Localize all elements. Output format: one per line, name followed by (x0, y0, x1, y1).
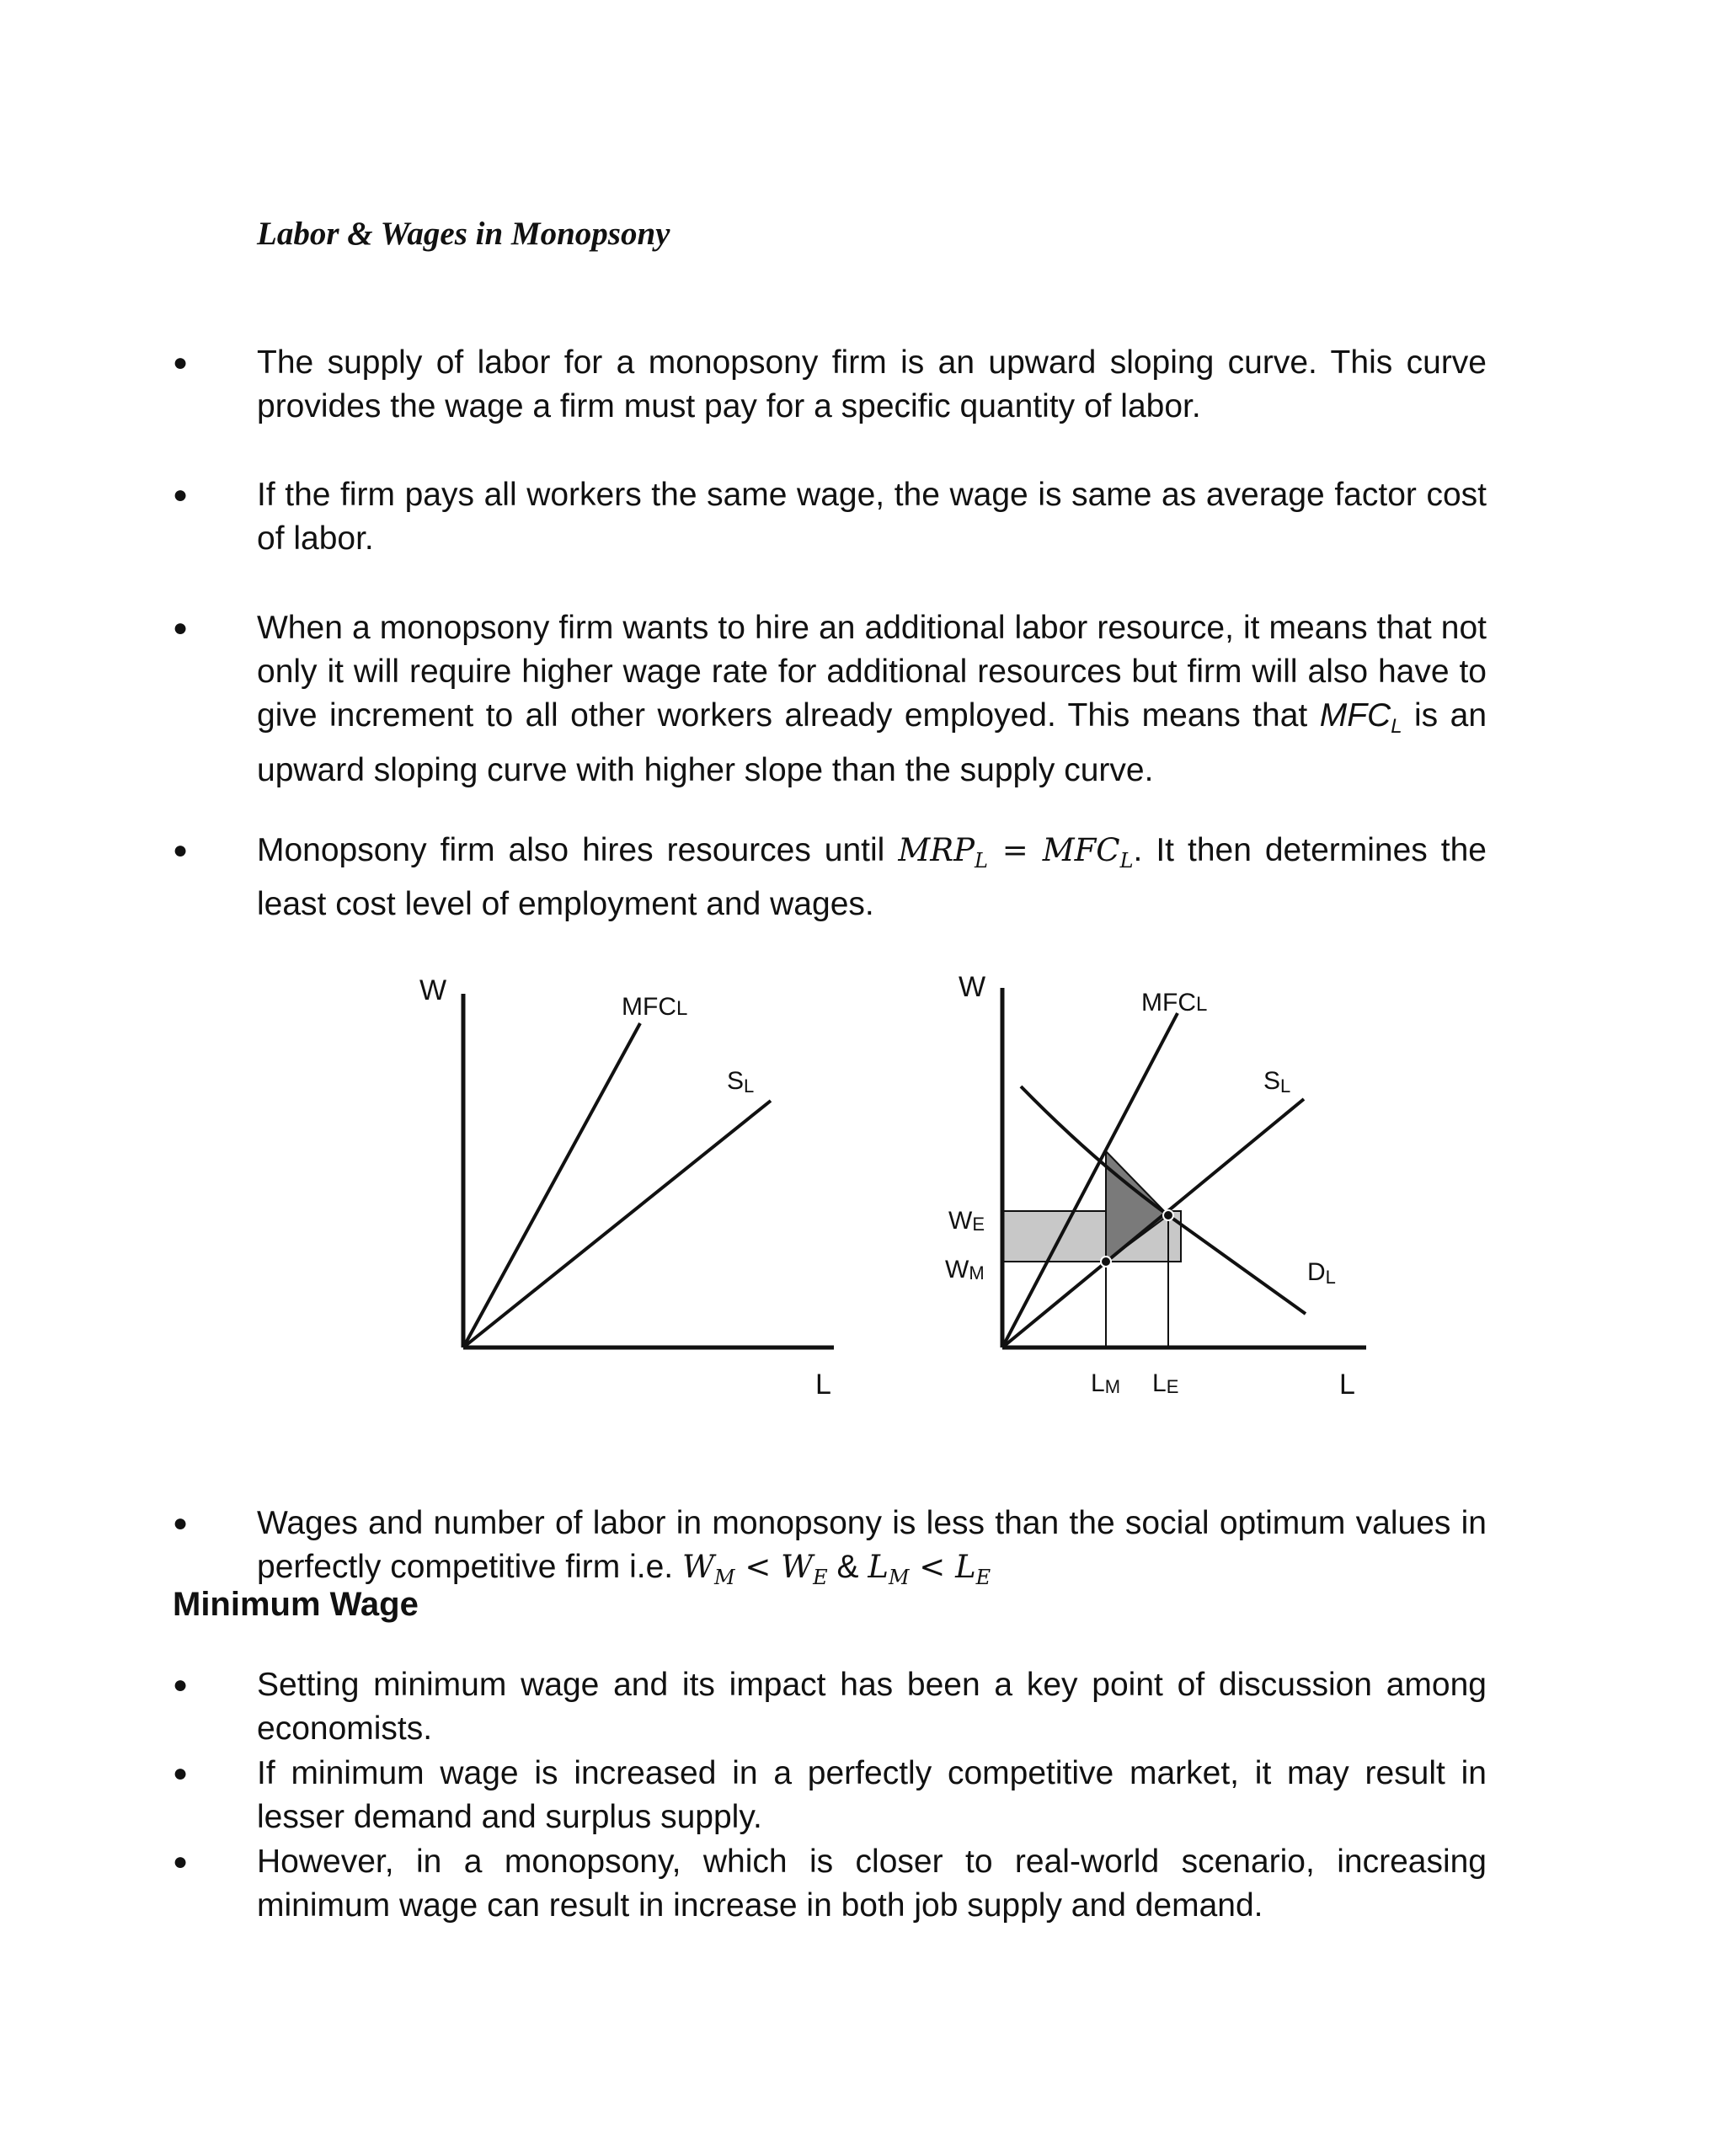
bullet-marker: ● (173, 1848, 189, 1876)
bullet-text: The supply of labor for a monopsony firm is an upward sloping curve. This curve provides the wage a firm must pay for a specific quantity of labor. (257, 344, 1487, 424)
bullet-item (173, 341, 1487, 429)
y-axis-label: W (419, 974, 447, 1006)
mfc-curve (1002, 1013, 1178, 1348)
bullet-item (173, 1752, 1487, 1839)
bullet-marker: ● (173, 836, 189, 864)
bullet-text: Setting minimum wage and its impact has been a key point of discussion among economists. (257, 1667, 1487, 1747)
lm-label: LM (1091, 1369, 1121, 1397)
supply-label: SL (1263, 1067, 1291, 1097)
x-axis-label: L (1339, 1369, 1355, 1401)
bullet-text: Wages and number of labor in monopsony is less than the social optimum values in perfectly competitive firm i.e. $W_M < W_E$ & $L_M < L_E$ (257, 1505, 1487, 1589)
mfc-label: MFCL (1141, 989, 1208, 1017)
bullet-item (173, 829, 1487, 926)
bullet-item (173, 606, 1487, 792)
math-mrp: $MRP_L$ (898, 832, 988, 873)
mfc-curve (463, 1023, 640, 1348)
bullet-text: If minimum wage is increased in a perfectly competitive market, it may result in lesser demand and surplus supply. (257, 1755, 1487, 1835)
bullet-marker: ● (173, 1671, 189, 1699)
diagram-monopsony (927, 964, 1398, 1411)
math-inequality: $W_M < W_E$ (681, 1549, 828, 1589)
bullet-marker: ● (173, 614, 189, 642)
bullet-item (173, 473, 1487, 561)
bullet-item (173, 1663, 1487, 1751)
supply-label: SL (727, 1067, 755, 1097)
bullet-text: However, in a monopsony, which is closer to real-world scenario, increasing minimum wage can result in increase in both job supply and demand. (257, 1844, 1487, 1924)
bullet-marker: ● (173, 1759, 189, 1787)
math-inequality-labor: $L_M < L_E$ (868, 1549, 991, 1589)
bullet-marker: ● (173, 349, 189, 376)
diagram-competitive (396, 964, 868, 1411)
section-heading: Minimum Wage (173, 1586, 419, 1623)
demand-label: DL (1307, 1258, 1336, 1288)
bullet-text: When a monopsony firm wants to hire an additional labor resource, it means that not only it will require higher wage rate for additional resources but firm will also have to give increment to all other workers already employed. This means that $MFC_L$ is an upward sloping curve with higher slope than the supply curve. (257, 610, 1487, 788)
le-label: LE (1152, 1369, 1179, 1397)
bullet-text: Monopsony firm also hires resources until $MRP_L = MFC_L$. It then determines the least cost level of employment and wages. (257, 832, 1487, 922)
supply-curve (463, 1101, 771, 1348)
bullet-item (173, 1502, 1487, 1599)
x-axis-label: L (815, 1369, 831, 1401)
bullet-text: If the firm pays all workers the same wage, the wage is same as average factor cost of labor. (257, 477, 1487, 557)
y-axis-label: W (959, 971, 986, 1003)
bullet-item (173, 1840, 1487, 1928)
demand-curve (1021, 1086, 1306, 1314)
monopsony-point (1101, 1257, 1111, 1267)
math-mfc: $MFC_L$ (1042, 832, 1134, 873)
bullet-marker: ● (173, 481, 189, 509)
mfc-label: MFCL (622, 993, 688, 1021)
wm-label: WM (945, 1256, 985, 1283)
equilibrium-point (1163, 1210, 1173, 1220)
page-title: Labor & Wages in Monopsony (257, 216, 670, 252)
we-label: WE (948, 1207, 985, 1235)
bullet-marker: ● (173, 1509, 189, 1537)
